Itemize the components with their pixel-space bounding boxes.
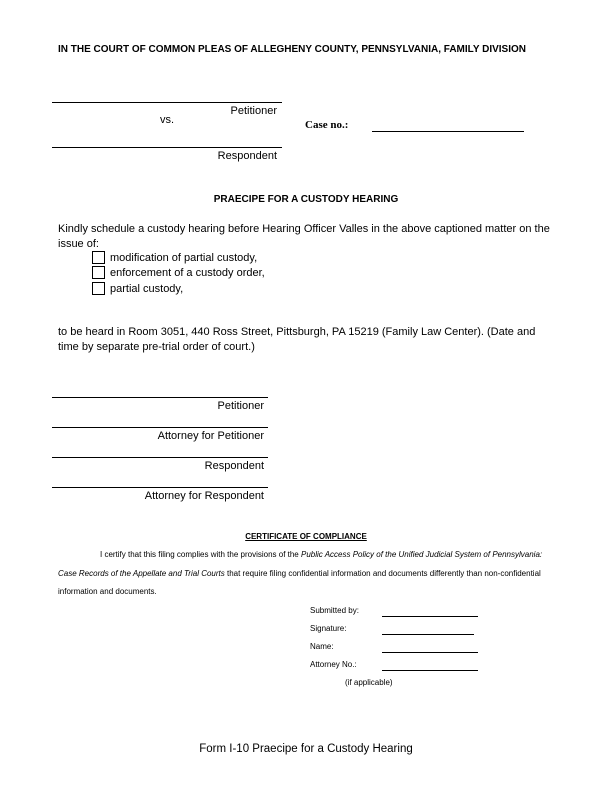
petitioner-signature-line[interactable]: [52, 397, 268, 398]
attorney-petitioner-signature-line[interactable]: [52, 427, 268, 428]
signature-label: Signature:: [310, 624, 347, 633]
enforcement-checkbox[interactable]: [92, 266, 105, 279]
intro-text: Kindly schedule a custody hearing before Hearing Officer Valles in the above captioned matter on the issue of:: [58, 223, 550, 250]
option-label: enforcement of a custody order,: [110, 266, 265, 279]
if-applicable-note: (if applicable): [345, 678, 393, 687]
partial-custody-checkbox[interactable]: [92, 282, 105, 295]
respondent-signature-label: Respondent: [204, 460, 264, 472]
option-modification-partial-custody[interactable]: [92, 250, 257, 265]
submitted-by-label: Submitted by:: [310, 606, 359, 615]
case-number-line[interactable]: [372, 131, 524, 132]
petitioner-signature-label: Petitioner: [217, 400, 264, 412]
attorney-petitioner-label: Attorney for Petitioner: [157, 430, 264, 442]
signature-line[interactable]: [382, 634, 474, 635]
court-title: IN THE COURT OF COMMON PLEAS OF ALLEGHENY COUNTY, PENNSYLVANIA, FAMILY DIVISION: [58, 44, 526, 55]
name-line[interactable]: [382, 652, 478, 653]
certificate-title: CERTIFICATE OF COMPLIANCE: [245, 532, 367, 541]
attorney-number-line[interactable]: [382, 670, 478, 671]
option-partial-custody[interactable]: [92, 281, 183, 296]
hearing-location-text: to be heard in Room 3051, 440 Ross Street, Pittsburgh, PA 15219 (Family Law Center). (Date and time by separate pre-trial order of court.): [58, 326, 536, 353]
document-title: PRAECIPE FOR A CUSTODY HEARING: [213, 194, 399, 205]
certificate-policy-name: Public Access Policy of the Unified Judicial System of Pennsylvania: Case Records of the Appellate and Trial Courts: [58, 550, 543, 578]
respondent-signature-line[interactable]: [52, 457, 268, 458]
certificate-text-end: that require filing confidential information and documents differently than non-confidential information and documents.: [58, 568, 541, 596]
option-label: partial custody,: [110, 282, 184, 295]
form-footer: Form I-10 Praecipe for a Custody Hearing: [199, 743, 413, 755]
attorney-respondent-label: Attorney for Respondent: [144, 490, 264, 502]
vs-label: vs.: [160, 114, 175, 126]
option-enforcement-custody-order[interactable]: [92, 265, 265, 280]
certificate-text-start: I certify that this filing complies with the provisions of the: [100, 550, 301, 559]
petitioner-label: Petitioner: [230, 105, 277, 117]
submitted-by-line[interactable]: [382, 616, 478, 617]
name-label: Name:: [310, 642, 334, 651]
attorney-number-label: Attorney No.:: [310, 660, 357, 669]
modification-checkbox[interactable]: [92, 251, 105, 264]
certificate-text: [58, 546, 558, 602]
petitioner-name-line[interactable]: [52, 102, 282, 103]
case-number-label: Case no.:: [305, 119, 349, 131]
respondent-label: Respondent: [217, 150, 277, 162]
respondent-name-line[interactable]: [52, 147, 282, 148]
option-label: modification of partial custody,: [110, 251, 258, 264]
attorney-respondent-signature-line[interactable]: [52, 487, 268, 488]
